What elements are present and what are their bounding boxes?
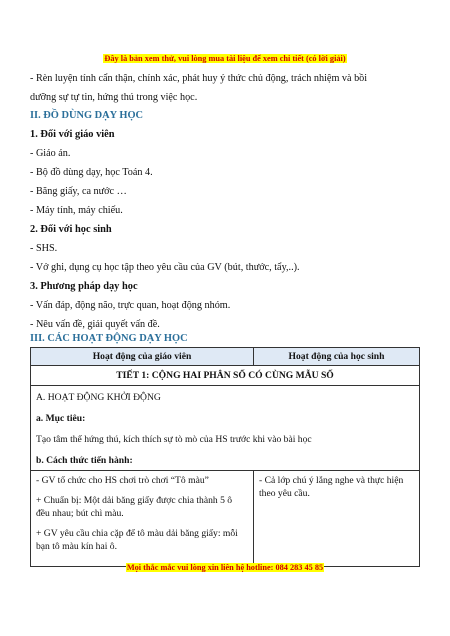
teacher-item: - Băng giấy, ca nước … [30, 186, 127, 197]
intro-line-1: - Rèn luyện tính cẩn thận, chính xác, phát huy ý thức chủ động, trách nhiệm và bồi [30, 73, 368, 84]
block-a-title: A. HOẠT ĐỘNG KHỞI ĐỘNG [36, 392, 161, 403]
activity-row [31, 471, 420, 567]
methods-item: - Vấn đáp, động não, trực quan, hoạt động nhóm. [30, 300, 231, 311]
col-header-teacher: Hoạt động của giáo viên [31, 348, 254, 366]
lesson-title-row [31, 366, 420, 386]
warmup-block-row [31, 386, 420, 471]
lesson-title: TIẾT 1: CỘNG HAI PHÂN SỐ CÓ CÙNG MẪU SỐ [31, 366, 420, 386]
preview-banner: Đây là bản xem thử, vui lòng mua tài liệu để xem chi tiết (có lời giải) [104, 54, 346, 63]
student-activities [254, 471, 420, 567]
col-header-student: Hoạt động của học sinh [254, 348, 420, 366]
teacher-item: - Bộ đồ dùng dạy, học Toán 4. [30, 167, 153, 178]
goal-text: Tạo tâm thế hứng thú, kích thích sự tò mò của HS trước khi vào bài học [36, 434, 312, 445]
teacher-item: - Máy tính, máy chiếu. [30, 205, 123, 216]
method-title: b. Cách thức tiến hành: [36, 455, 133, 466]
teacher-activity: + Chuẩn bị: Một dải băng giấy được chia thành 5 ô đều nhau; bút chì màu. [36, 495, 233, 519]
teacher-item: - Giáo án. [30, 148, 71, 159]
student-heading: 2. Đối với học sinh [30, 224, 112, 235]
student-item: - Vở ghi, dụng cụ học tập theo yêu cầu của GV (bút, thước, tẩy,..). [30, 262, 300, 273]
methods-item: - Nêu vấn đề, giải quyết vấn đề. [30, 319, 160, 330]
section-heading-activities: III. CÁC HOẠT ĐỘNG DẠY HỌC [30, 333, 188, 344]
intro-line-2: dưỡng sự tự tin, hứng thú trong việc học. [30, 92, 198, 103]
warmup-block [31, 386, 420, 471]
section-heading-materials: II. ĐỒ DÙNG DẠY HỌC [30, 110, 144, 121]
student-activity: - Cả lớp chú ý lắng nghe và thực hiện theo yêu cầu. [259, 475, 404, 499]
teacher-activities [31, 471, 254, 567]
table-header-row [31, 348, 420, 366]
hotline-banner: Mọi thắc mắc vui lòng xin liên hệ hotline: 084 283 45 85 [126, 563, 324, 572]
teacher-activity: - GV tổ chức cho HS chơi trò chơi “Tô màu” [36, 475, 209, 486]
teacher-heading: 1. Đối với giáo viên [30, 129, 115, 140]
goal-title: a. Mục tiêu: [36, 413, 86, 424]
methods-heading: 3. Phương pháp dạy học [30, 281, 138, 292]
teacher-activity: + GV yêu cầu chia cặp để tô màu dải băng giấy: mỗi bạn tô màu kín hai ô. [36, 528, 238, 552]
activities-table [30, 347, 420, 567]
student-item: - SHS. [30, 243, 58, 254]
